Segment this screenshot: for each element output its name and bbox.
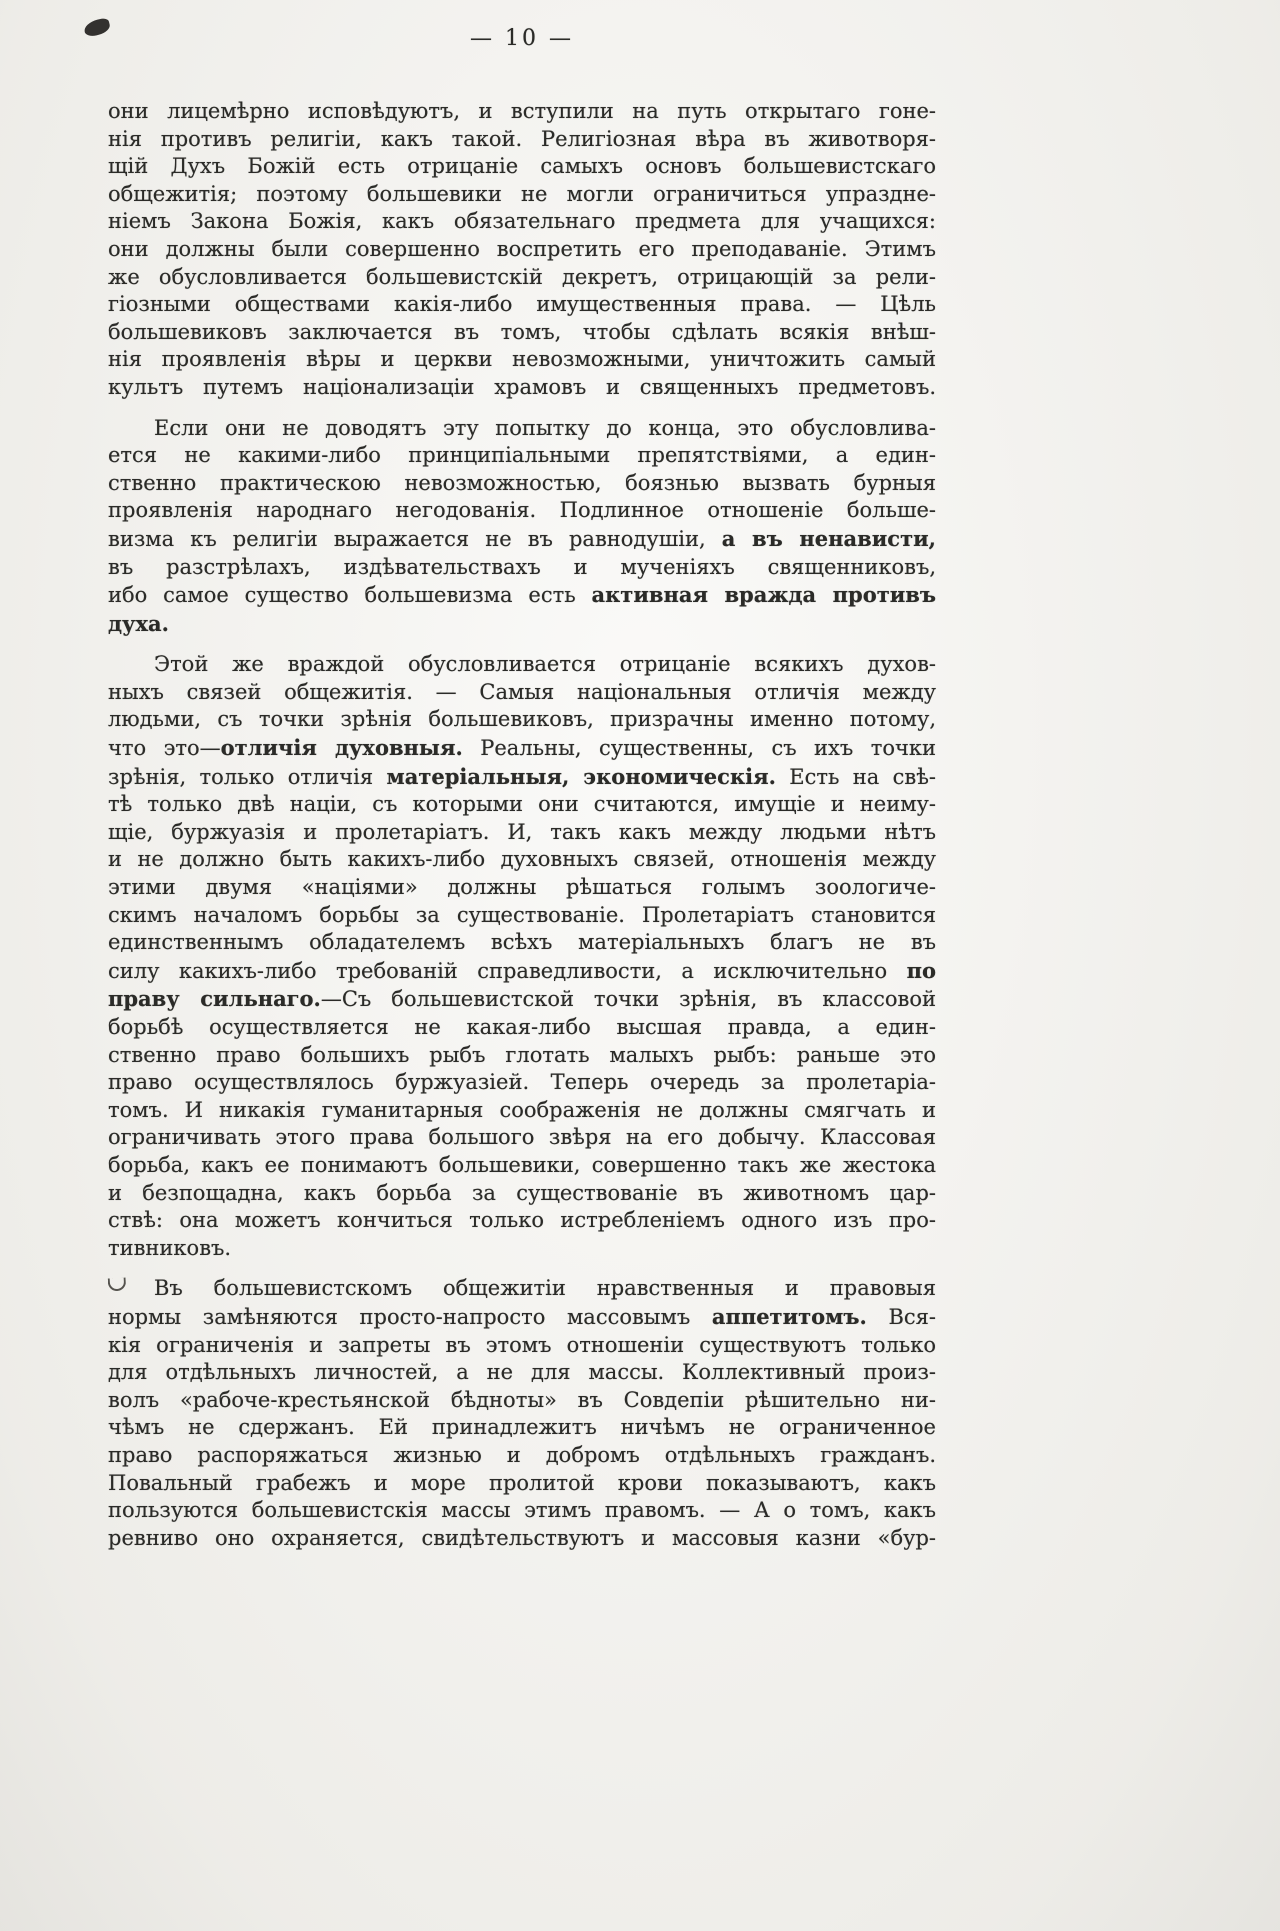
body-text: и безпощадна, какъ борьба за существованіе въ животномъ цар- xyxy=(108,1180,936,1205)
text-line xyxy=(108,791,936,819)
body-text: пользуются большевистскія массы этимъ правомъ. — А о томъ, какъ xyxy=(108,1498,936,1523)
body-text: томъ. И никакія гуманитарныя соображенія не должны смягчать и xyxy=(108,1097,936,1122)
text-line xyxy=(108,679,936,707)
text-line xyxy=(108,1124,936,1152)
body-text: культъ путемъ націонализаціи храмовъ и священныхъ предметовъ. xyxy=(108,374,936,399)
body-text: гіозными обществами какія-либо имущественныя права. — Цѣль xyxy=(108,292,936,317)
text-line xyxy=(108,1235,936,1263)
text-line xyxy=(108,236,936,264)
text-line xyxy=(108,985,936,1014)
body-text: право осуществлялось буржуазіей. Теперь очередь за пролетаріа- xyxy=(108,1070,936,1095)
body-text: чѣмъ не сдержанъ. Ей принадлежитъ ничѣмъ не ограниченное xyxy=(108,1415,936,1440)
page-number: — 10 — xyxy=(470,26,574,51)
body-text: зрѣнія, только отличія xyxy=(108,764,387,789)
body-text: Реальны, существенны, съ ихъ точки xyxy=(462,736,936,761)
paragraph xyxy=(108,415,936,639)
body-text: щіе, буржуазія и пролетаріатъ. И, такъ какъ между людьми нѣтъ xyxy=(108,819,936,844)
text-line xyxy=(108,1442,936,1470)
body-text: ствѣ: она можетъ кончиться только истребленіемъ одного изъ про- xyxy=(108,1208,936,1233)
body-text: нормы замѣняются просто-напросто массовымъ xyxy=(108,1304,712,1329)
body-text: общежитія; поэтому большевики не могли ограничиться упраздне- xyxy=(108,181,936,206)
body-text: ется не какими-либо принципіальными препятствіями, а един- xyxy=(108,443,936,468)
paragraph xyxy=(108,98,936,402)
body-text: Если они не доводятъ эту попытку до конца, это обусловлива- xyxy=(154,415,936,440)
body-text: право распоряжаться жизнью и добромъ отдѣльныхъ гражданъ. xyxy=(108,1442,936,1467)
text-block xyxy=(108,98,936,1552)
body-text: скимъ началомъ борьбы за существованіе. Пролетаріатъ становится xyxy=(108,902,936,927)
body-text: тѣ только двѣ націи, съ которыми они считаются, имущіе и неиму- xyxy=(108,792,936,817)
text-line xyxy=(108,126,936,154)
text-line xyxy=(108,1525,936,1553)
text-line xyxy=(108,846,936,874)
text-line xyxy=(108,181,936,209)
text-line xyxy=(108,264,936,292)
emphasis-text: отличія духовныя. xyxy=(220,735,463,761)
body-text: борьба, какъ ее понимаютъ большевики, совершенно такъ же жестока xyxy=(108,1152,936,1177)
paragraph xyxy=(108,1275,936,1552)
text-line xyxy=(108,1387,936,1415)
body-text: большевиковъ заключается въ томъ, чтобы сдѣлать всякія внѣш- xyxy=(108,319,936,344)
text-line xyxy=(108,706,936,734)
body-text: этими двумя «націями» должны рѣшаться голымъ зоологиче- xyxy=(108,875,936,900)
text-line xyxy=(108,1332,936,1360)
body-text: борьбѣ осуществляется не какая-либо высшая правда, а един- xyxy=(108,1015,936,1039)
text-line xyxy=(108,1069,936,1097)
text-line xyxy=(108,763,936,792)
emphasis-text: по xyxy=(906,957,936,983)
body-text: Есть на свѣ- xyxy=(775,764,936,789)
text-line xyxy=(108,610,936,639)
body-text: ственно практическою невозможностью, боязнью вызвать бурныя xyxy=(108,470,936,495)
body-text: Повальный грабежъ и море пролитой крови показываютъ, какъ xyxy=(108,1470,936,1495)
text-line xyxy=(108,319,936,347)
body-text: визма къ религіи выражается не въ равнодушіи, xyxy=(108,526,722,551)
body-text: силу какихъ-либо требованій справедливости, а исключительно xyxy=(108,958,907,983)
body-text: проявленія народнаго негодованія. Подлинное отношеніе больше- xyxy=(108,498,936,523)
body-text: для отдѣльныхъ личностей, а не для массы. Коллективный произ- xyxy=(108,1360,936,1385)
body-text: же обусловливается большевистскій декретъ, отрицающій за рели- xyxy=(108,264,936,289)
text-line xyxy=(108,902,936,930)
text-line xyxy=(108,1152,936,1180)
text-line xyxy=(108,525,936,554)
text-line xyxy=(108,1414,936,1442)
text-line xyxy=(108,1097,936,1125)
body-text: ніемъ Закона Божія, какъ обязательнаго предмета для учащихся: xyxy=(108,209,936,234)
text-line xyxy=(108,957,936,986)
emphasis-text: активная вражда противъ xyxy=(591,582,936,608)
text-line xyxy=(108,442,936,470)
body-text: щій Духъ Божій есть отрицаніе самыхъ основъ большевистскаго xyxy=(108,154,936,179)
body-text: людьми, съ точки зрѣнія большевиковъ, призрачны именно потому, xyxy=(108,707,936,732)
body-text: Въ большевистскомъ общежитіи нравственныя и правовыя xyxy=(154,1276,936,1301)
body-text: въ разстрѣлахъ, издѣвательствахъ и мученіяхъ священниковъ, xyxy=(108,554,936,579)
body-text: что это— xyxy=(108,736,221,761)
body-text: ревниво оно охраняется, свидѣтельствуютъ и массовыя казни «бур- xyxy=(108,1525,936,1550)
paragraph xyxy=(108,651,936,1262)
emphasis-text: а въ ненависти, xyxy=(721,525,936,551)
body-text: кія ограниченія и запреты въ этомъ отношеніи существуютъ только xyxy=(108,1332,936,1357)
text-line xyxy=(108,554,936,582)
body-text: ственно право большихъ рыбъ глотать малыхъ рыбъ: раньше это xyxy=(108,1042,936,1067)
body-text: нія проявленія вѣры и церкви невозможными, уничтожить самый xyxy=(108,347,936,372)
body-text: единственнымъ обладателемъ всѣхъ матеріальныхъ благъ не въ xyxy=(108,930,936,955)
text-line xyxy=(108,415,936,443)
body-text: они лицемѣрно исповѣдуютъ, и вступили на путь открытаго гоне- xyxy=(108,99,936,123)
text-line xyxy=(108,874,936,902)
text-line xyxy=(108,651,936,679)
emphasis-text: праву сильнаго. xyxy=(108,986,321,1012)
text-line xyxy=(108,470,936,498)
text-line xyxy=(108,1275,936,1303)
emphasis-text: аппетитомъ. xyxy=(711,1303,867,1329)
text-line xyxy=(108,1359,936,1387)
text-line xyxy=(108,1497,936,1525)
body-text: волъ «рабоче-крестьянской бѣдноты» въ Совдепіи рѣшительно ни- xyxy=(108,1387,936,1412)
handwritten-u-mark xyxy=(108,1278,127,1292)
body-text: ибо самое существо большевизма есть xyxy=(108,583,592,608)
text-line xyxy=(108,1014,936,1042)
body-text: Этой же враждой обусловливается отрицаніе всякихъ духов- xyxy=(154,652,936,677)
text-line xyxy=(108,374,936,402)
body-text: Вся- xyxy=(866,1304,936,1329)
body-text: тивниковъ. xyxy=(108,1235,232,1260)
text-line xyxy=(108,208,936,236)
text-line xyxy=(108,497,936,525)
body-text: нія противъ религіи, какъ такой. Религіозная вѣра въ животворя- xyxy=(108,126,936,151)
emphasis-text: духа. xyxy=(108,610,169,636)
body-text: ограничивать этого права большого звѣря на его добычу. Классовая xyxy=(108,1125,936,1150)
text-line xyxy=(108,1207,936,1235)
text-line xyxy=(108,291,936,319)
body-text: они должны были совершенно воспретить его преподаваніе. Этимъ xyxy=(108,236,936,261)
text-line xyxy=(108,1470,936,1498)
text-line xyxy=(108,819,936,847)
body-text: —Съ большевистской точки зрѣнія, въ классовой xyxy=(320,987,936,1012)
body-text: и не должно быть какихъ-либо духовныхъ связей, отношенія между xyxy=(108,847,936,872)
text-line xyxy=(108,1303,936,1332)
text-line xyxy=(108,1042,936,1070)
text-line xyxy=(108,98,936,126)
text-line xyxy=(108,346,936,374)
emphasis-text: матеріальныя, экономическія. xyxy=(386,763,776,789)
text-line xyxy=(108,1180,936,1208)
text-line xyxy=(108,581,936,610)
body-text: ныхъ связей общежитія. — Самыя національныя отличія между xyxy=(108,679,936,704)
text-line xyxy=(108,734,936,763)
text-line xyxy=(108,929,936,957)
text-line xyxy=(108,153,936,181)
